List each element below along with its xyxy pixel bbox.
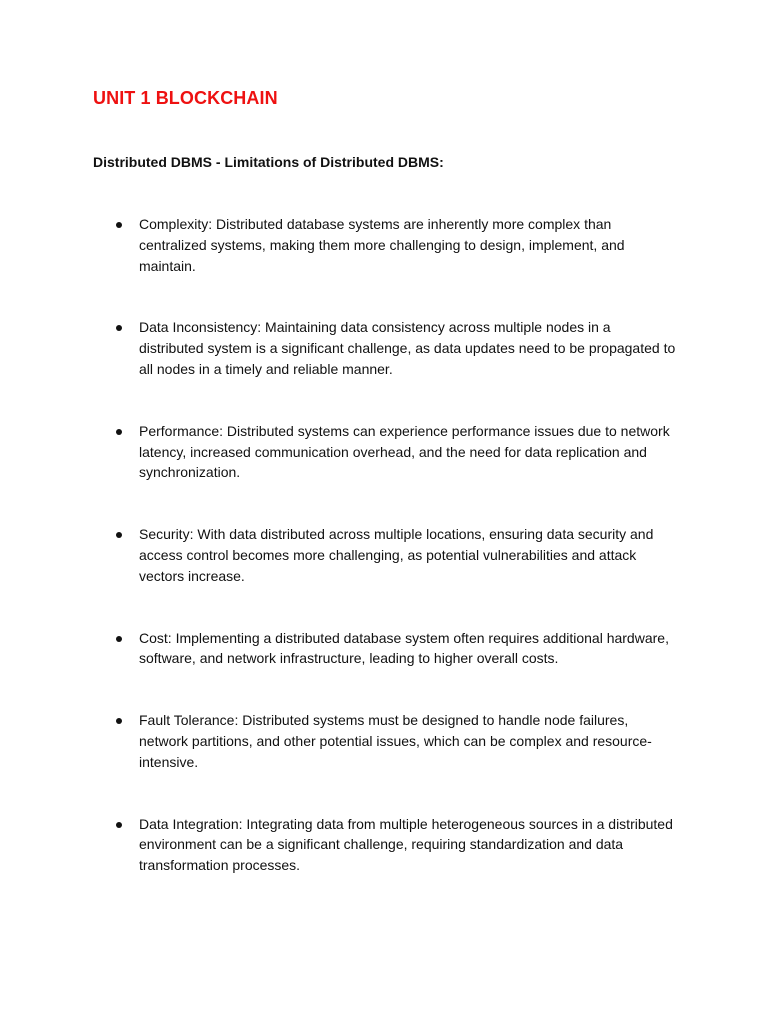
- bullet-icon: [116, 325, 122, 331]
- list-item: [0, 628, 679, 670]
- list-item-text: Performance: Distributed systems can experience performance issues due to network latency, increased communication overhead, and the need for data replication and synchronization.: [139, 422, 670, 481]
- list-item: [0, 814, 679, 876]
- list-item-text: Data Inconsistency: Maintaining data consistency across multiple nodes in a distributed system is a significant challenge, as data updates need to be propagated to all nodes in a timely and reliable manner.: [139, 319, 676, 377]
- list-item-text: Data Integration: Integrating data from multiple heterogeneous sources in a distributed environment can be a significant challenge, requiring standardization and data transformation processes.: [139, 815, 673, 874]
- limitations-list: [0, 214, 768, 917]
- bullet-icon: [116, 429, 122, 435]
- list-item: [0, 710, 679, 772]
- bullet-icon: [116, 822, 122, 828]
- section-heading: Distributed DBMS - Limitations of Distributed DBMS:: [93, 154, 444, 170]
- bullet-icon: [116, 222, 122, 228]
- bullet-icon: [116, 718, 122, 724]
- list-item: [0, 214, 679, 276]
- list-item: [0, 524, 679, 586]
- list-item-text: Complexity: Distributed database systems are inherently more complex than centralized systems, making them more challenging to design, implement, and maintain.: [139, 216, 625, 274]
- bullet-icon: [116, 636, 122, 642]
- document-title: UNIT 1 BLOCKCHAIN: [93, 88, 278, 108]
- list-item: [0, 421, 679, 483]
- list-item-text: Cost: Implementing a distributed database system often requires additional hardware, software, and network infrastructure, leading to higher overall costs.: [139, 629, 669, 667]
- bullet-icon: [116, 532, 122, 538]
- list-item-text: Security: With data distributed across multiple locations, ensuring data security and access control becomes more challenging, as potential vulnerabilities and attack vectors increase.: [139, 526, 654, 584]
- list-item: [0, 317, 679, 379]
- list-item-text: Fault Tolerance: Distributed systems must be designed to handle node failures, network partitions, and other potential issues, which can be complex and resource-intensive.: [139, 712, 652, 770]
